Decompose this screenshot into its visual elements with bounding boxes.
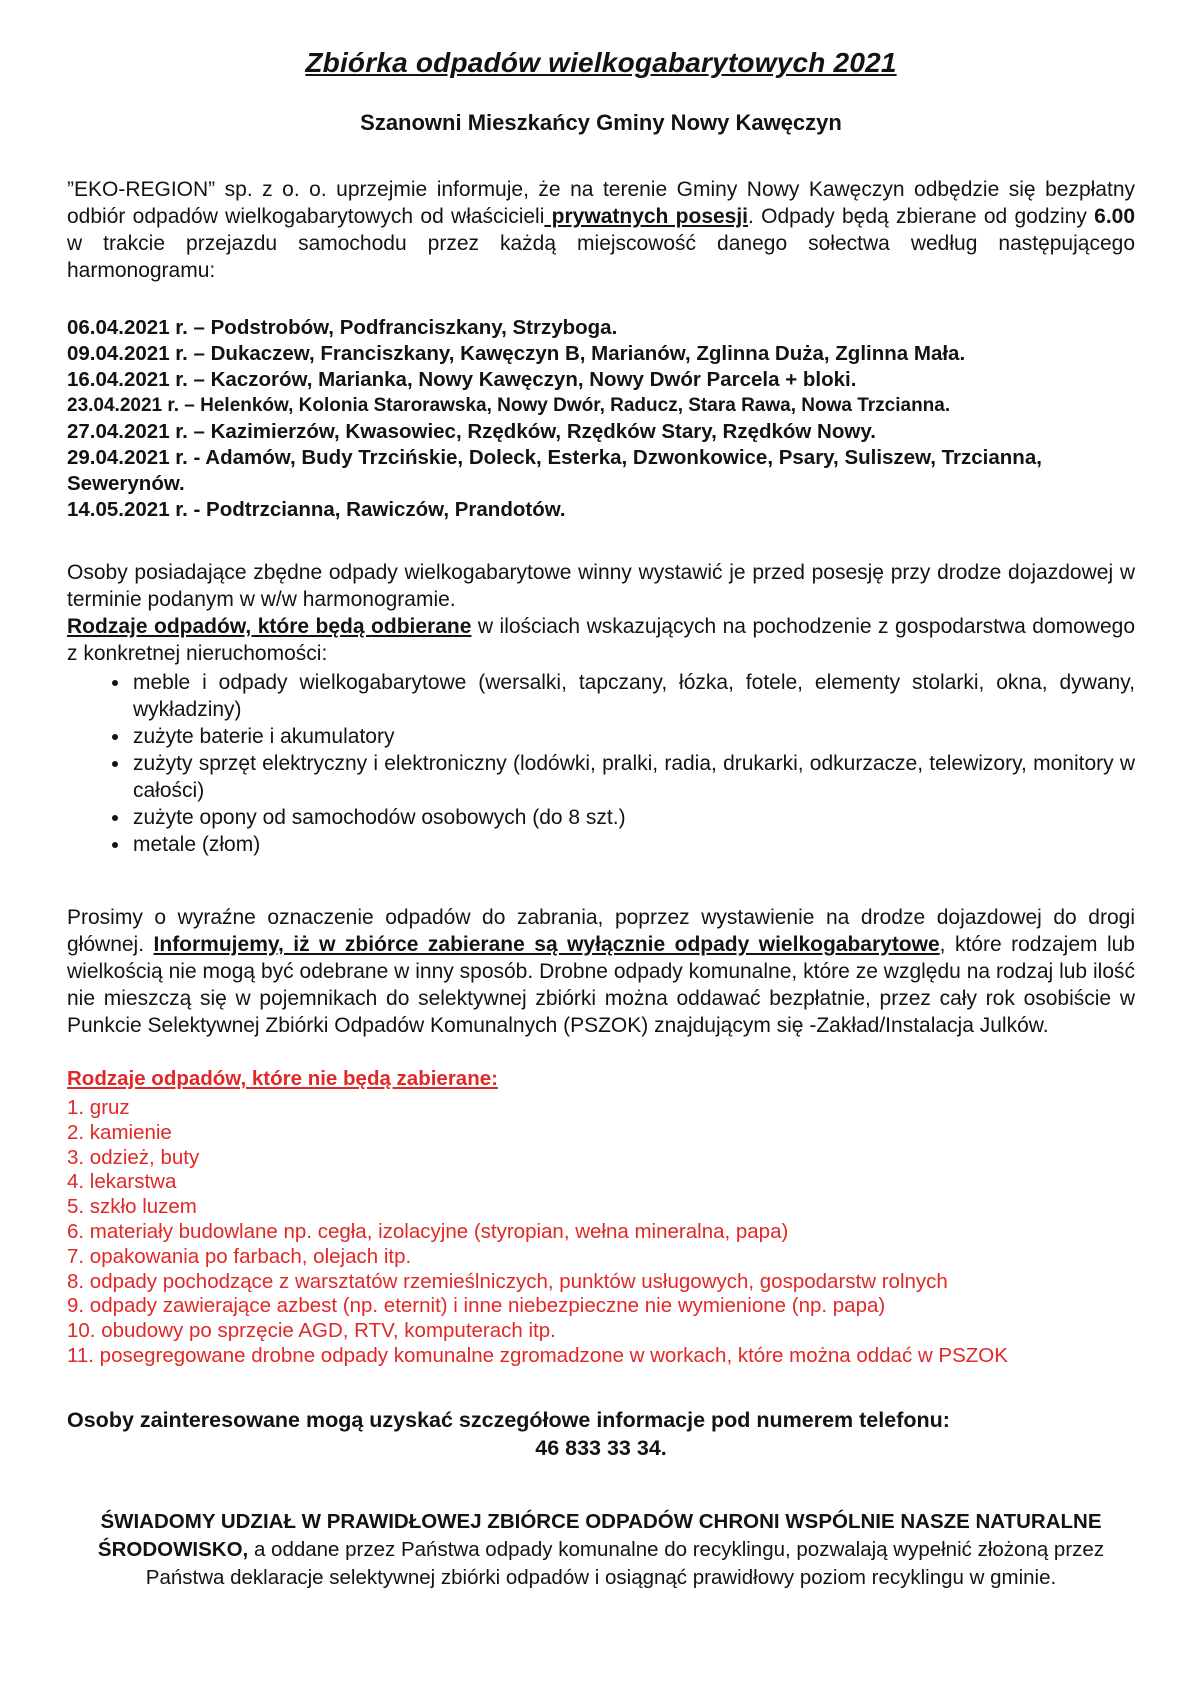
schedule-item: 06.04.2021 r. – Podstrobów, Podfranciszkany, Strzyboga. <box>67 316 618 339</box>
footer-bold-statement: ŚWIADOMY UDZIAŁ W PRAWIDŁOWEJ ZBIÓRCE ODPADÓW CHRONI WSPÓLNIE NASZE NATURALNE ŚRODOWISKO, <box>97 1509 1102 1561</box>
accepted-types-paragraph <box>67 613 1135 667</box>
intro-text-2: . Odpady będą zbierane od godziny <box>748 205 1095 228</box>
accepted-waste-item: • metale (złom) <box>131 831 1135 858</box>
intro-paragraph <box>67 176 1135 284</box>
not-accepted-item: 10. obudowy po sprzęcie AGD, RTV, komputerach itp. <box>67 1319 556 1343</box>
accepted-waste-list <box>67 669 1135 858</box>
marking-text-1: Prosimy o wyraźne oznaczenie odpadów do zabrania, poprzez wystawienie na drodze dojazdowej do drogi głównej. <box>67 906 1135 956</box>
not-accepted-item: 3. odzież, buty <box>67 1145 200 1169</box>
not-accepted-item: 7. opakowania po farbach, olejach itp. <box>67 1244 412 1268</box>
contact-phone-number: 46 833 33 34. <box>535 1435 667 1460</box>
schedule-item: 16.04.2021 r. – Kaczorów, Marianka, Nowy Kawęczyn, Nowy Dwór Parcela + bloki. <box>67 368 857 391</box>
pickup-note-paragraph: Osoby posiadające zbędne odpady wielkogabarytowe winny wystawić je przed posesję przy drodze dojazdowej w terminie podanym w w/w harmonogramie. <box>67 561 1135 611</box>
accepted-waste-item: • zużyte opony od samochodów osobowych (do 8 szt.) <box>131 804 1135 831</box>
not-accepted-item: 4. lekarstwa <box>67 1170 177 1194</box>
not-accepted-item: 1. gruz <box>67 1096 130 1119</box>
accepted-waste-item: • zużyty sprzęt elektryczny i elektroniczny (lodówki, pralki, radia, drukarki, odkurzacze, telewizory, monitory w całości) <box>131 750 1135 804</box>
not-accepted-item: 11. posegregowane drobne odpady komunalne zgromadzone w workach, które można oddać w PSZOK <box>67 1343 1008 1367</box>
not-accepted-item: 5. szkło luzem <box>67 1195 197 1219</box>
schedule-item: 23.04.2021 r. – Helenków, Kolonia Starorawska, Nowy Dwór, Raducz, Stara Rawa, Nowa Trzcianna. <box>67 395 951 416</box>
accepted-types-rest: w ilościach wskazujących na pochodzenie z gospodarstwa domowego z konkretnej nieruchomości: <box>67 615 1135 665</box>
accepted-types-heading: Rodzaje odpadów, które będą odbierane <box>67 615 472 638</box>
intro-text-3: w trakcie przejazdu samochodu przez każdą miejscowość danego sołectwa według następującego harmonogramu: <box>67 232 1135 282</box>
intro-text-1: ”EKO-REGION” sp. z o. o. uprzejmie informuje, że na terenie Gminy Nowy Kawęczyn odbędzie się bezpłatny odbiór odpadów wielkogabarytowych od właścicieli <box>67 178 1135 228</box>
schedule-item: 09.04.2021 r. – Dukaczew, Franciszkany, Kawęczyn B, Marianów, Zglinna Duża, Zglinna Mała. <box>67 342 966 365</box>
schedule-item: 14.05.2021 r. - Podtrzcianna, Rawiczów, Prandotów. <box>67 498 566 521</box>
footer-paragraph <box>67 1508 1135 1592</box>
footer-rest: a oddane przez Państwa odpady komunalne do recyklingu, pozwalają wypełnić złożoną przez Państwa deklaracje selektywnej zbiórki odpadów i osiągnąć prawidłowy poziom recyklingu w gminie. <box>145 1537 1105 1589</box>
accepted-waste-item: • meble i odpady wielkogabarytowe (wersalki, tapczany, łózka, fotele, elementy stolarki, okna, dywany, wykładziny) <box>131 669 1135 723</box>
not-accepted-item: 2. kamienie <box>67 1120 172 1144</box>
bulky-only-emphasis: Informujemy, iż w zbiórce zabierane są wyłącznie odpady wielkogabarytowe <box>153 933 940 956</box>
not-accepted-item: 6. materiały budowlane np. cegła, izolacyjne (styropian, wełna mineralna, papa) <box>67 1219 789 1243</box>
start-time-emphasis: 6.00 <box>1094 205 1136 228</box>
private-property-emphasis: prywatnych posesji <box>544 205 749 228</box>
not-accepted-item: 9. odpady zawierające azbest (np. eternit) i inne niebezpieczne nie wymienione (np. papa) <box>67 1294 886 1318</box>
schedule-item: 27.04.2021 r. – Kazimierzów, Kwasowiec, Rzędków, Rzędków Stary, Rzędków Nowy. <box>67 420 876 443</box>
collection-schedule-list <box>67 315 1135 523</box>
not-accepted-waste-list <box>67 1096 1135 1369</box>
document-title: Zbiórka odpadów wielkogabarytowych 2021 <box>305 47 897 78</box>
marking-note-paragraph <box>67 904 1135 1039</box>
marking-text-2: , które rodzajem lub wielkością nie mogą być odebrane w inny sposób. Drobne odpady komunalne, które ze względu na rodzaj lub ilość nie mieszczą się w pojemnikach do selektywnej zbiórki można oddawać bezpłatnie, przez cały rok osobiście w Punkcie Selektywnej Zbiórki Odpadów Komunalnych (PSZOK) znajdującym się -Zakład/Instalacja Julków. <box>67 933 1135 1037</box>
contact-info-line: Osoby zainteresowane mogą uzyskać szczegółowe informacje pod numerem telefonu: <box>67 1407 950 1432</box>
not-accepted-heading: Rodzaje odpadów, które nie będą zabierane: <box>67 1067 498 1090</box>
salutation-heading: Szanowni Mieszkańcy Gminy Nowy Kawęczyn <box>360 110 842 135</box>
not-accepted-item: 8. odpady pochodzące z warsztatów rzemieślniczych, punktów usługowych, gospodarstw rolnych <box>67 1269 948 1293</box>
accepted-waste-item: • zużyte baterie i akumulatory <box>131 723 1135 750</box>
schedule-item: 29.04.2021 r. - Adamów, Budy Trzcińskie, Doleck, Esterka, Dzwonkowice, Psary, Suliszew, Trzcianna, Sewerynów. <box>67 446 1042 495</box>
